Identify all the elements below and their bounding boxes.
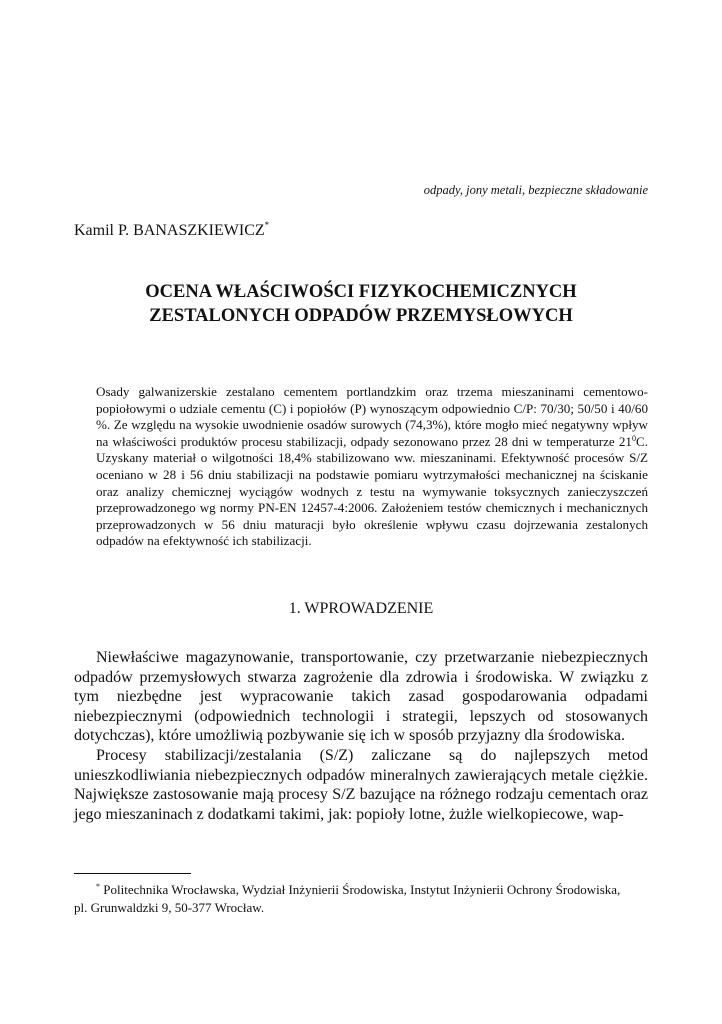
author-name: Kamil P. BANASZKIEWICZ [74,222,265,239]
title-line-1: OCENA WŁAŚCIWOŚCI FIZYKOCHEMICZNYCH [145,282,577,302]
abstract-part-1: Osady galwanizerskie zestalano cementem portlandzkim oraz trzema mieszaninami cementowo-popiołowymi o udziale cementu (C) i popiołów (P) wynoszącym odpowiednio C/P: 70/30; 50/50 i 40/60 %. Ze względu na wysokie uwodnienie osadów surowych (74,3%), które mogło mieć negatywny wpływ na właściwości produktów procesu stabilizacji, odpady sezonowano przez 28 dni w temperaturze 21 [96,384,648,449]
author-footnote-mark: * [264,220,270,230]
footnote-line-1 [74,881,648,899]
paper-title [74,280,648,328]
keywords: odpady, jony metali, bezpieczne składowanie [423,183,648,197]
footnote-mark: * [96,882,100,891]
abstract-part-2: C. Uzyskany materiał o wilgotności 18,4% stabilizowano ww. mieszaninami. Efektywność procesów S/Z oceniano w 28 i 56 dniu stabilizacji na podstawie pomiaru wytrzymałości mechanicznej na ściskanie oraz analizy chemicznej wyciągów wodnych z testu na wymywanie toksycznych zanieczyszczeń przeprowadzonego wg normy PN-EN 12457-4:2006. Założeniem testów chemicznych i mechanicznych przeprowadzonych w 56 dniu maturacji było określenie wpływu czasu dojrzewania zestalonych odpadów na efektywność ich stabilizacji. [96,433,648,549]
author [74,220,269,240]
degree-superscript: 0 [631,433,636,443]
footnote-divider [74,873,191,874]
paragraph: Procesy stabilizacji/zestalania (S/Z) zaliczane są do najlepszych metod unieszkodliwiania niebezpiecznych odpadów mineralnych zawierających metale ciężkie. Największe zastosowanie mają procesy S/Z bazujące na różnego rodzaju cementach oraz jego mieszaninach z dodatkami takimi, jak: popioły lotne, żużle wielkopiecowe, wap- [74,746,648,823]
title-line-2: ZESTALONYCH ODPADÓW PRZEMYSŁOWYCH [149,306,573,326]
abstract [96,384,648,550]
footnote-line-2: pl. Grunwaldzki 9, 50-377 Wrocław. [74,900,265,915]
body-text [74,648,648,824]
section-heading: 1. WPROWADZENIE [288,600,434,617]
footnote [74,881,648,917]
footnote-affiliation: Politechnika Wrocławska, Wydział Inżynierii Środowiska, Instytut Inżynierii Ochrony Środowiska, [103,882,621,897]
paragraph: Niewłaściwe magazynowanie, transportowanie, czy przetwarzanie niebezpiecznych odpadów przemysłowych stwarza zagrożenie dla zdrowia i środowiska. W związku z tym niezbędne jest wypracowanie takich zasad gospodarowania odpadami niebezpiecznymi (odpowiednich technologii i strategii, lepszych od stosowanych dotychczas), które umożliwią pozbywanie się ich w sposób przyjazny dla środowiska. [74,649,648,745]
